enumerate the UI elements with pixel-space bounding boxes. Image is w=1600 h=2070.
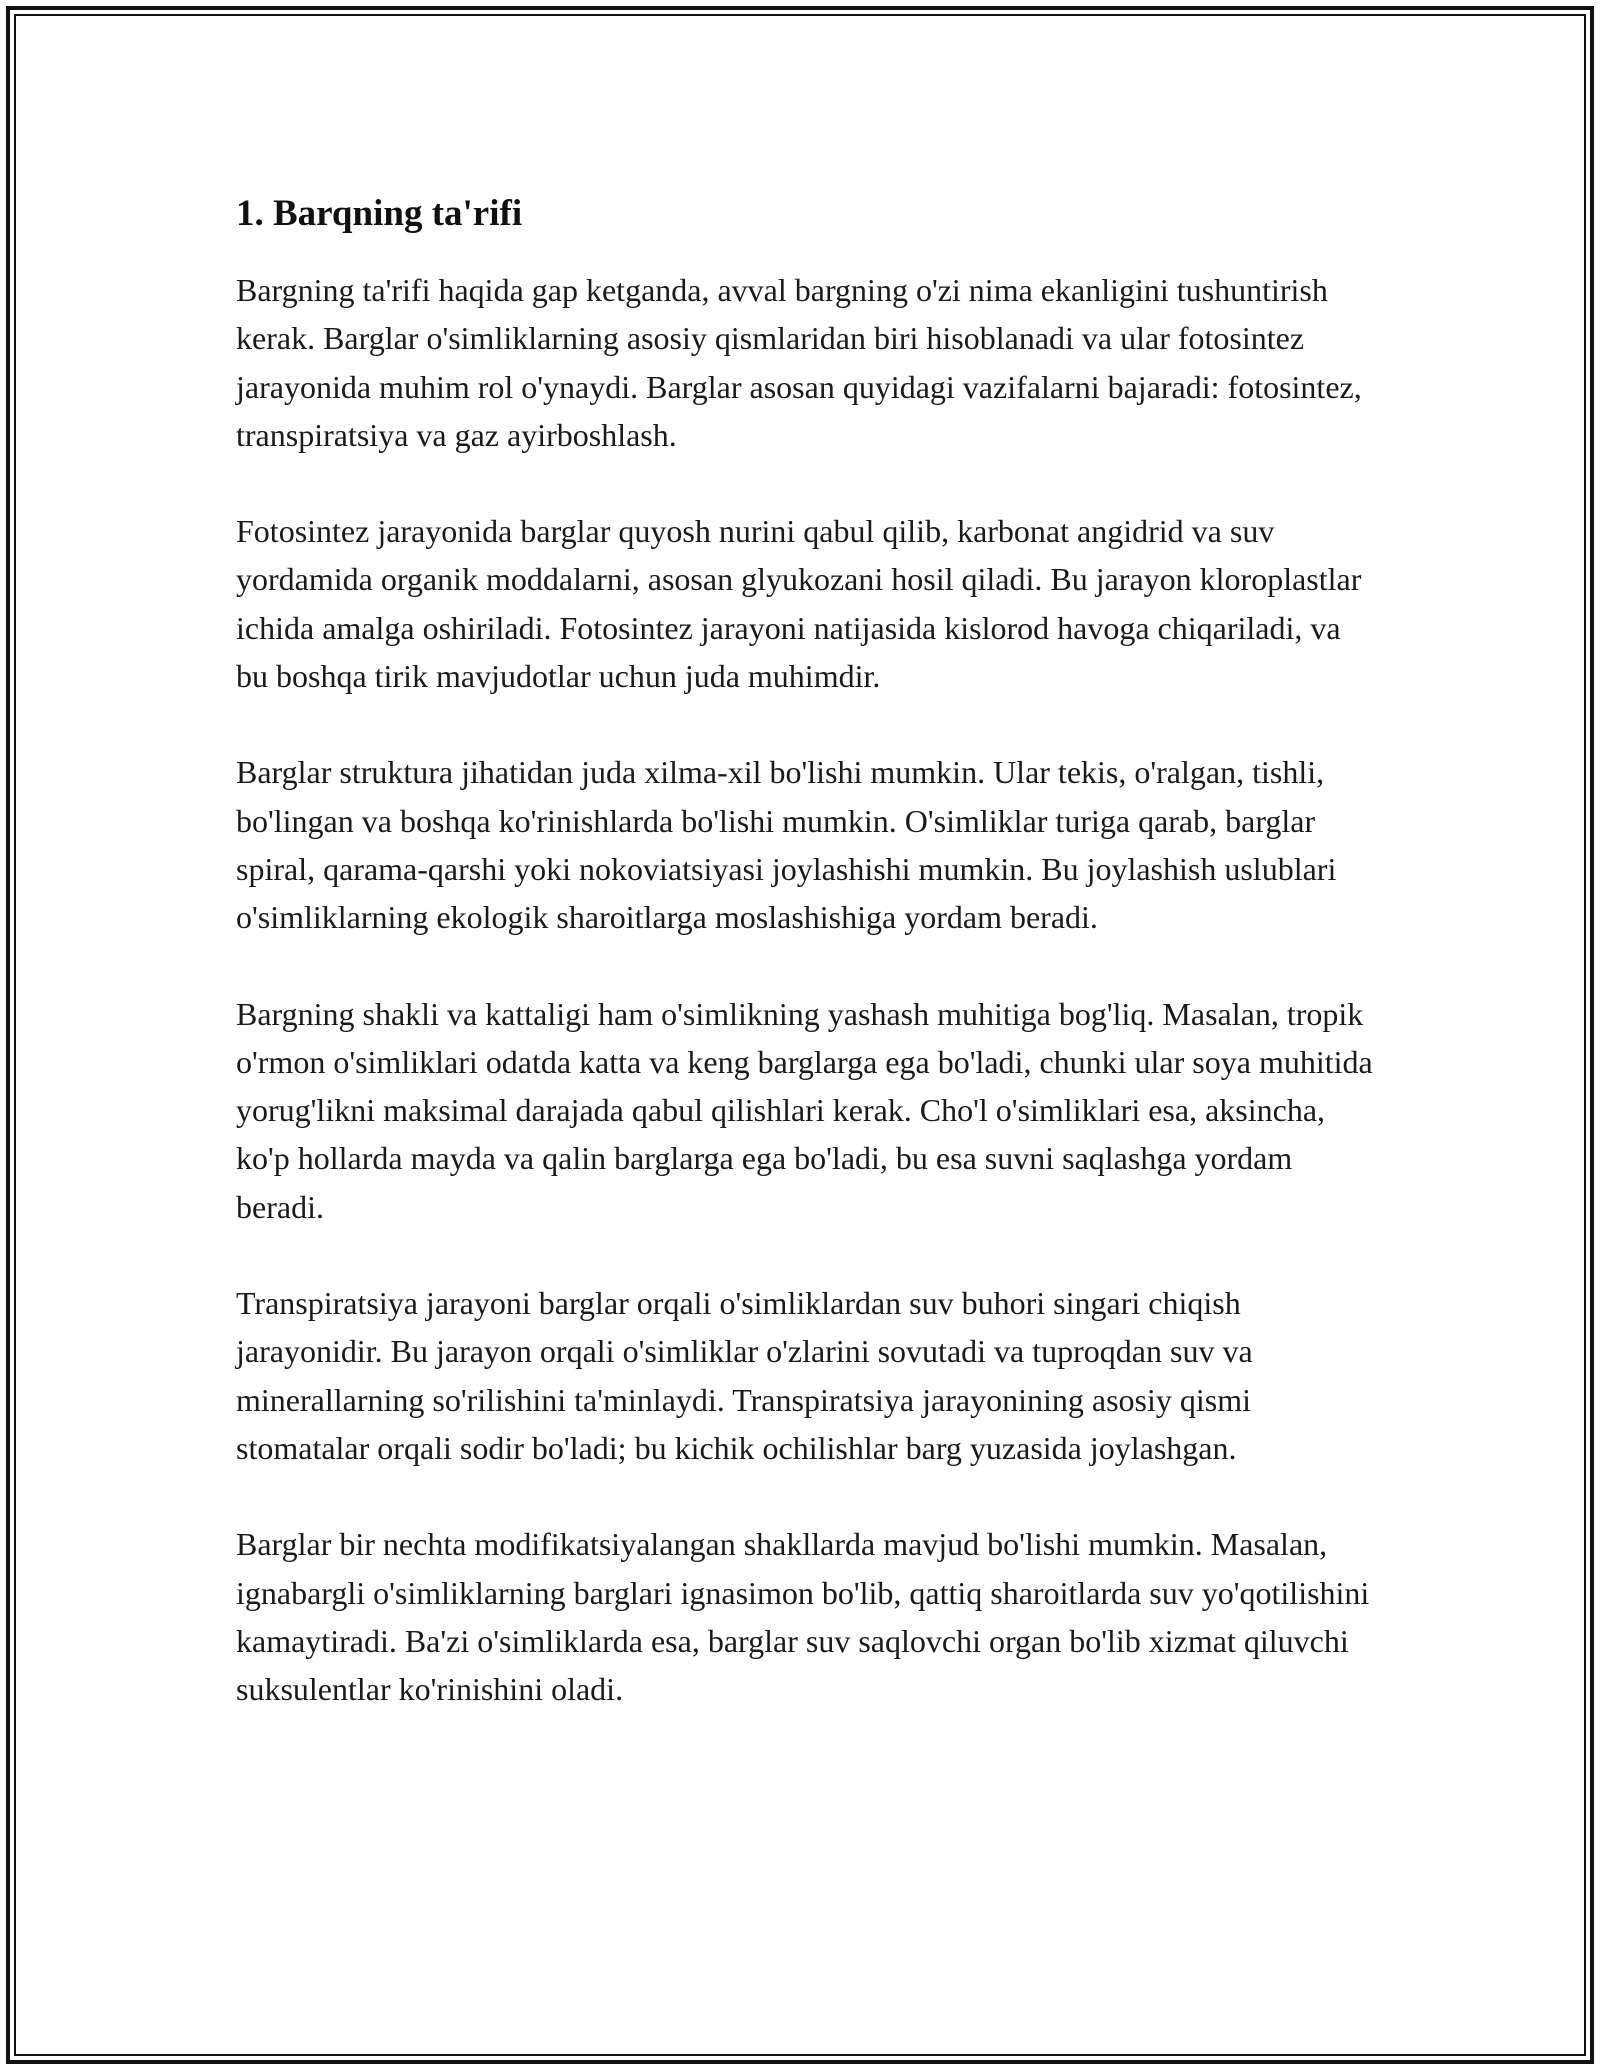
paragraph-shape-size: Bargning shakli va kattaligi ham o'simlikning yashash muhitiga bog'liq. Masalan, tropik o'rmon o'simliklari odatda katta va keng barglarga ega bo'ladi, chunki ular soya muhitida yorug'likni maksimal darajada qabul qilishlari kerak. Cho'l o'simliklari esa, aksincha, ko'p hollarda mayda va qalin barglarga ega bo'ladi, bu esa suvni saqlashga yordam beradi. <box>236 995 1373 1225</box>
paragraph-transpiration: Transpiratsiya jarayoni barglar orqali o'simliklardan suv buhori singari chiqish jarayonidir. Bu jarayon orqali o'simliklar o'zlarini sovutadi va tuproqdan suv va minerallarning so'rilishini ta'minlaydi. Transpiratsiya jarayonining asosiy qismi stomatalar orqali sodir bo'ladi; bu kichik ochilishlar barg yuzasida joylashgan. <box>236 1285 1253 1466</box>
paragraph-photosynthesis: Fotosintez jarayonida barglar quyosh nurini qabul qilib, karbonat angidrid va suv yordamida organik moddalarni, asosan glyukozani hosil qiladi. Bu jarayon kloroplastlar ichida amalga oshiriladi. Fotosintez jarayoni natijasida kislorod havoga chiqariladi, va bu boshqa tirik mavjudotlar uchun juda muhimdir. <box>236 513 1362 695</box>
document-body <box>236 188 1376 1761</box>
paragraph-modifications: Barglar bir nechta modifikatsiyalangan shakllarda mavjud bo'lishi mumkin. Masalan, ignabargli o'simliklarning barglari ignasimon bo'lib, qattiq sharoitlarda suv yo'qotilishini kamaytiradi. Ba'zi o'simliklarda esa, barglar suv saqlovchi organ bo'lib xizmat qiluvchi suksulentlar ko'rinishini oladi. <box>236 1526 1370 1708</box>
paragraph-structure: Barglar struktura jihatidan juda xilma-xil bo'lishi mumkin. Ular tekis, o'ralgan, tishli, bo'lingan va boshqa ko'rinishlarda bo'lishi mumkin. O'simliklar turiga qarab, barglar spiral, qarama-qarshi yoki nokoviatsiyasi joylashishi mumkin. Bu joylashish uslublari o'simliklarning ekologik sharoitlarga moslashishiga yordam beradi. <box>236 754 1337 936</box>
paragraph-definition: Bargning ta'rifi haqida gap ketganda, avval bargning o'zi nima ekanligini tushuntirish kerak. Barglar o'simliklarning asosiy qismlaridan biri hisoblanadi va ular fotosintez jarayonida muhim rol o'ynaydi. Barglar asosan quyidagi vazifalarni bajaradi: fotosintez, transpiratsiya va gaz ayirboshlash. <box>236 272 1362 453</box>
section-heading: 1. Barqning ta'rifi <box>236 193 523 234</box>
